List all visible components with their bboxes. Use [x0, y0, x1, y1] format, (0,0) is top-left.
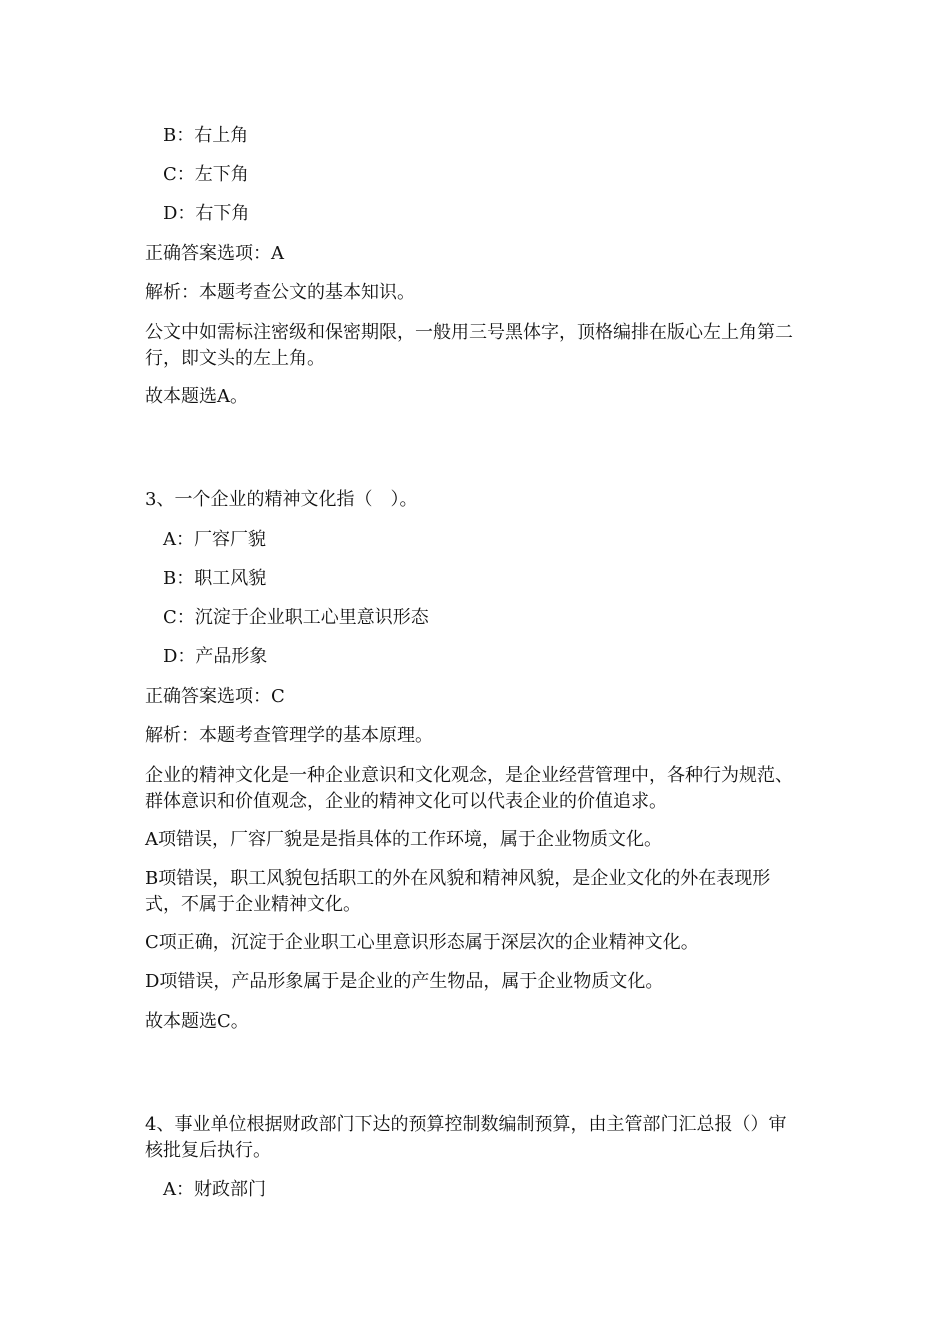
q4-option-a: A：财政部门: [163, 1179, 266, 1200]
q2-option-d: D：右下角: [163, 203, 250, 224]
q3-analysis-intro: 解析：本题考查管理学的基本原理。: [145, 725, 433, 746]
q3-option-c: C：沉淀于企业职工心里意识形态: [163, 607, 429, 628]
q3-option-d: D：产品形象: [163, 646, 268, 667]
q3-analysis-paragraph: D项错误，产品形象属于是企业的产生物品，属于企业物质文化。: [145, 971, 664, 992]
q3-question: 3、一个企业的精神文化指（ ）。: [145, 489, 418, 510]
q3-answer: 正确答案选项：C: [145, 686, 285, 707]
q2-answer: 正确答案选项：A: [145, 243, 284, 264]
q2-option-c: C：左下角: [163, 164, 249, 185]
q4-question: 4、事业单位根据财政部门下达的预算控制数编制预算，由主管部门汇总报（）审核批复后执行。: [145, 1114, 787, 1161]
q2-conclusion: 故本题选A。: [145, 386, 248, 407]
q2-analysis-intro: 解析：本题考查公文的基本知识。: [145, 282, 415, 303]
q2-analysis-body: 公文中如需标注密级和保密期限，一般用三号黑体字，顶格编排在版心左上角第二行，即文头的左上角。: [145, 322, 793, 369]
q3-analysis-paragraph: C项正确，沉淀于企业职工心里意识形态属于深层次的企业精神文化。: [145, 932, 699, 953]
q3-analysis-paragraph: 企业的精神文化是一种企业意识和文化观念，是企业经营管理中，各种行为规范、群体意识和价值观念，企业的精神文化可以代表企业的价值追求。: [145, 765, 793, 812]
q3-analysis-paragraph: B项错误，职工风貌包括职工的外在风貌和精神风貌，是企业文化的外在表现形式，不属于企业精神文化。: [145, 868, 771, 915]
q3-option-b: B：职工风貌: [163, 568, 267, 589]
q3-analysis-paragraph: A项错误，厂容厂貌是是指具体的工作环境，属于企业物质文化。: [145, 829, 662, 850]
q3-option-a: A：厂容厂貌: [163, 529, 266, 550]
q3-conclusion: 故本题选C。: [145, 1011, 249, 1032]
q2-option-b: B：右上角: [163, 125, 249, 146]
